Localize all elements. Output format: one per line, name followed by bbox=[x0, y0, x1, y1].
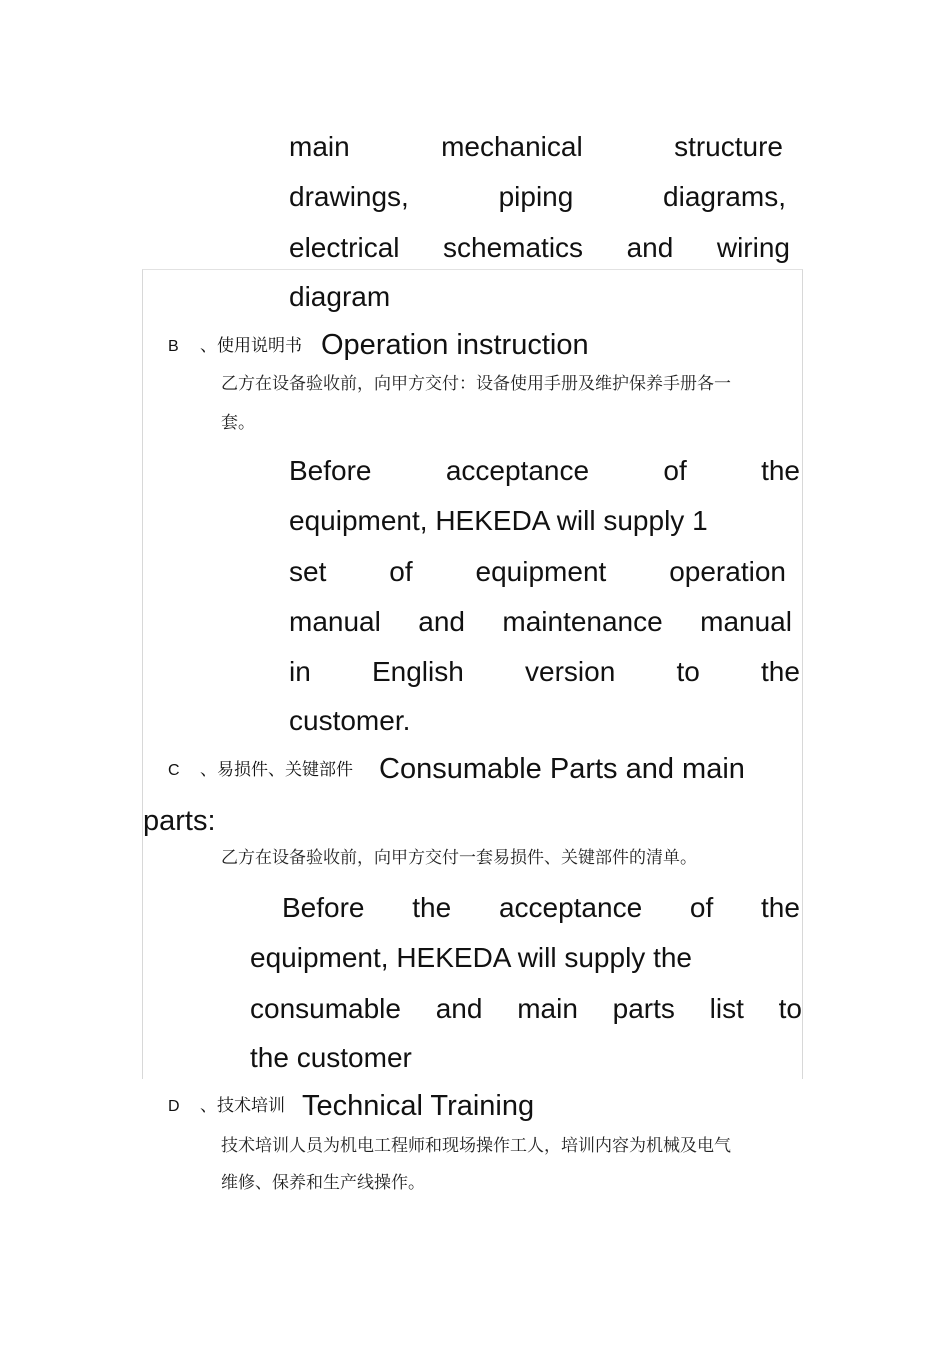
paragraph-word: the bbox=[761, 892, 800, 923]
paragraph-word: electrical bbox=[289, 232, 400, 263]
paragraph-line bbox=[282, 883, 800, 933]
paragraph-word: operation bbox=[669, 556, 786, 587]
paragraph-word: acceptance bbox=[498, 892, 643, 923]
paragraph-word: main bbox=[289, 131, 350, 162]
section-c-cn-label: 、易损件、关键部件 bbox=[200, 760, 353, 780]
paragraph-line bbox=[289, 272, 390, 322]
paragraph-word: and bbox=[626, 232, 674, 263]
paragraph-word: structure bbox=[674, 131, 783, 162]
section-d-cn-text-1: 技术培训人员为机电工程师和现场操作工人，培训内容为机械及电气 bbox=[221, 1136, 731, 1156]
paragraph-word: the bbox=[412, 892, 452, 923]
section-d-title: Technical Training bbox=[302, 1090, 535, 1122]
paragraph-word: to bbox=[676, 656, 700, 687]
paragraph-word: equipment bbox=[475, 556, 607, 587]
section-b-title: Operation instruction bbox=[321, 329, 589, 361]
paragraph-word: acceptance bbox=[445, 455, 590, 486]
paragraph-line bbox=[289, 122, 783, 172]
section-d-cn-label: 、技术培训 bbox=[200, 1096, 285, 1116]
paragraph-word: equipment, HEKEDA will supply 1 bbox=[289, 505, 708, 536]
paragraph-line bbox=[289, 647, 800, 697]
paragraph-word: diagrams, bbox=[663, 181, 786, 212]
section-b-cn-label: 、使用说明书 bbox=[200, 336, 302, 356]
paragraph-word: equipment, HEKEDA will supply the bbox=[250, 942, 692, 973]
paragraph-word: list bbox=[709, 993, 744, 1024]
paragraph-word: schematics bbox=[443, 232, 584, 263]
paragraph-line bbox=[289, 597, 792, 647]
paragraph-word: the bbox=[761, 656, 800, 687]
paragraph-word: and bbox=[435, 993, 483, 1024]
paragraph-line bbox=[289, 172, 786, 222]
paragraph-word: main bbox=[517, 993, 578, 1024]
paragraph-word: set bbox=[289, 556, 327, 587]
paragraph-word: English bbox=[371, 656, 464, 687]
section-d-cn-text-2: 维修、保养和生产线操作。 bbox=[221, 1173, 425, 1193]
paragraph-line bbox=[250, 933, 692, 983]
paragraph-word: the customer bbox=[250, 1042, 412, 1073]
paragraph-word: of bbox=[663, 455, 687, 486]
paragraph-line bbox=[289, 446, 800, 496]
paragraph-word: in bbox=[289, 656, 311, 687]
paragraph-word: mechanical bbox=[441, 131, 583, 162]
paragraph-word: of bbox=[689, 892, 714, 923]
paragraph-word: maintenance bbox=[502, 606, 663, 637]
section-c-cn-text: 乙方在设备验收前，向甲方交付一套易损件、关键部件的清单。 bbox=[221, 848, 697, 868]
paragraph-line bbox=[250, 1033, 412, 1083]
paragraph-word: piping bbox=[498, 181, 574, 212]
paragraph-word: wiring bbox=[716, 232, 790, 263]
section-d-letter: D bbox=[168, 1098, 180, 1115]
paragraph-word: manual bbox=[700, 606, 792, 637]
paragraph-word: to bbox=[778, 993, 802, 1024]
paragraph-word: the bbox=[761, 455, 800, 486]
paragraph-line bbox=[289, 223, 790, 273]
section-b-cn-text-1: 乙方在设备验收前，向甲方交付：设备使用手册及维护保养手册各一 bbox=[221, 374, 731, 394]
paragraph-line bbox=[250, 984, 802, 1034]
paragraph-word: Before bbox=[289, 455, 372, 486]
paragraph-line bbox=[289, 547, 786, 597]
section-c-letter: C bbox=[168, 762, 180, 779]
paragraph-word: manual bbox=[289, 606, 381, 637]
paragraph-word: version bbox=[525, 656, 616, 687]
paragraph-line bbox=[289, 696, 410, 746]
paragraph-word: drawings, bbox=[289, 181, 409, 212]
paragraph-line bbox=[289, 496, 708, 546]
section-b-cn-text-2: 套。 bbox=[221, 413, 255, 433]
paragraph-word: of bbox=[389, 556, 413, 587]
paragraph-word: Before bbox=[282, 892, 365, 923]
paragraph-word: parts bbox=[612, 993, 675, 1024]
section-c-title-cont: parts: bbox=[143, 805, 216, 837]
section-b-letter: B bbox=[168, 338, 179, 355]
paragraph-word: and bbox=[418, 606, 465, 637]
paragraph-word: diagram bbox=[289, 281, 391, 312]
section-c-title: Consumable Parts and main bbox=[379, 753, 745, 785]
paragraph-word: customer. bbox=[289, 705, 411, 736]
paragraph-word: consumable bbox=[250, 993, 401, 1024]
